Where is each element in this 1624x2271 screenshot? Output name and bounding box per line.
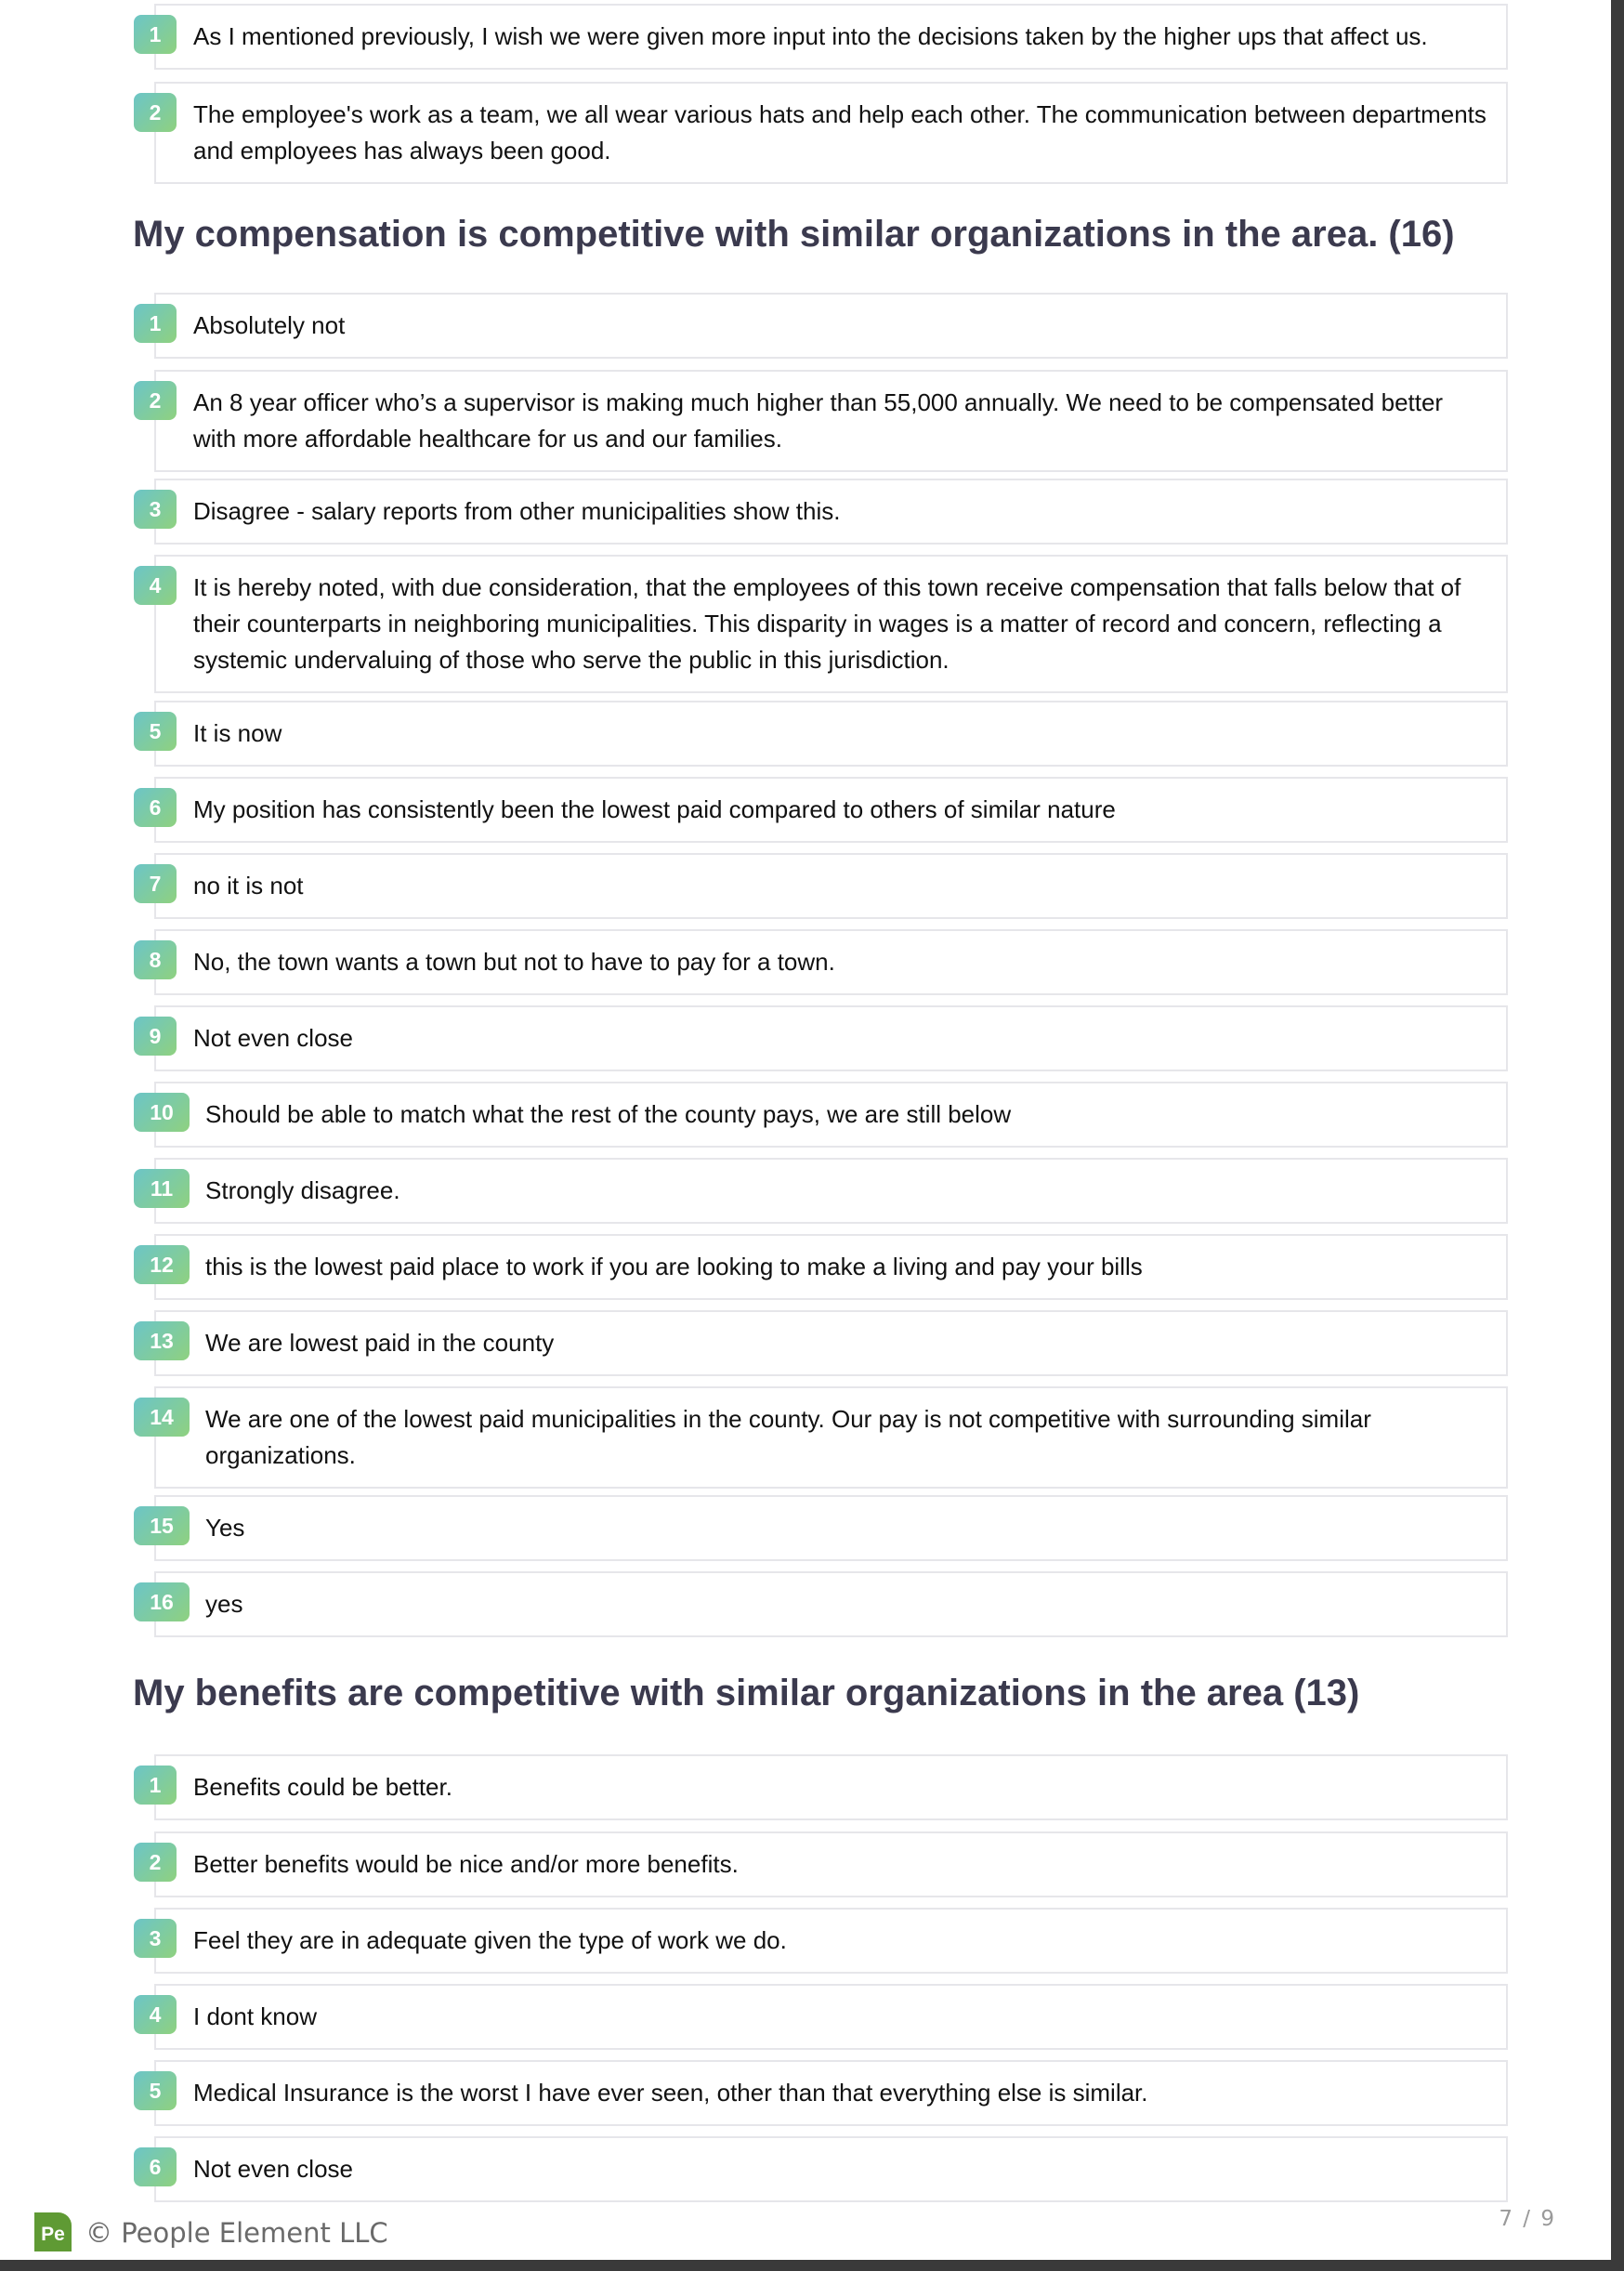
response-item bbox=[149, 2136, 1508, 2202]
response-item bbox=[149, 370, 1508, 472]
response-number-badge: 4 bbox=[134, 1995, 177, 2034]
response-item bbox=[149, 1831, 1508, 1897]
response-text: My position has consistently been the lowest paid compared to others of similar nature bbox=[193, 795, 1116, 823]
response-text: this is the lowest paid place to work if you are looking to make a living and pay your bills bbox=[205, 1253, 1143, 1280]
response-item bbox=[150, 1234, 1508, 1300]
response-text: Better benefits would be nice and/or more benefits. bbox=[193, 1850, 739, 1878]
response-text: An 8 year officer who’s a supervisor is making much higher than 55,000 annually. We need to be compensated better with more affordable healthcare for us and our families. bbox=[193, 388, 1444, 453]
response-text: Benefits could be better. bbox=[193, 1773, 452, 1801]
response-item bbox=[150, 1082, 1508, 1148]
response-number-badge: 6 bbox=[134, 788, 177, 827]
response-item bbox=[149, 1908, 1508, 1974]
response-text: no it is not bbox=[193, 872, 304, 899]
response-item bbox=[149, 555, 1508, 693]
response-number-badge: 7 bbox=[134, 864, 177, 903]
response-number-badge: 5 bbox=[134, 712, 177, 751]
response-text: Strongly disagree. bbox=[205, 1176, 400, 1204]
response-text: Yes bbox=[205, 1514, 245, 1542]
response-text: We are one of the lowest paid municipalities in the county. Our pay is not competitive with surrounding similar organizations. bbox=[205, 1405, 1371, 1469]
response-number-badge: 1 bbox=[134, 304, 177, 343]
response-text: No, the town wants a town but not to have to pay for a town. bbox=[193, 948, 835, 976]
response-number-badge: 1 bbox=[134, 1766, 177, 1805]
response-item bbox=[149, 853, 1508, 919]
response-item bbox=[149, 1754, 1508, 1820]
response-item bbox=[150, 1571, 1508, 1637]
compensation-section-title: My compensation is competitive with similar organizations in the area. (16) bbox=[133, 214, 1455, 255]
response-number-badge: 15 bbox=[134, 1506, 190, 1545]
response-item bbox=[149, 777, 1508, 843]
response-item bbox=[149, 82, 1508, 184]
response-item bbox=[149, 1005, 1508, 1071]
response-number-badge: 13 bbox=[134, 1321, 190, 1360]
response-number-badge: 1 bbox=[134, 15, 177, 54]
response-text: It is hereby noted, with due consideration, that the employees of this town receive compensation that falls below that of their counterparts in neighboring municipalities. This disparity in wages is a matter of record and concern, reflecting a systemic undervaluing of those who serve the public in this jurisdiction. bbox=[193, 573, 1461, 674]
response-number-badge: 9 bbox=[134, 1017, 177, 1056]
response-number-badge: 5 bbox=[134, 2071, 177, 2110]
response-number-badge: 11 bbox=[134, 1169, 190, 1208]
response-text: yes bbox=[205, 1590, 243, 1618]
response-number-badge: 2 bbox=[134, 93, 177, 132]
response-text: The employee's work as a team, we all wear various hats and help each other. The communication between departments and employees has always been good. bbox=[193, 100, 1486, 164]
response-item bbox=[150, 1386, 1508, 1489]
response-item bbox=[149, 4, 1508, 70]
response-item bbox=[149, 293, 1508, 359]
response-number-badge: 6 bbox=[134, 2147, 177, 2186]
response-number-badge: 2 bbox=[134, 381, 177, 420]
response-number-badge: 2 bbox=[134, 1843, 177, 1882]
response-number-badge: 4 bbox=[134, 566, 177, 605]
response-text: Medical Insurance is the worst I have ever seen, other than that everything else is similar. bbox=[193, 2079, 1148, 2107]
response-text: Feel they are in adequate given the type of work we do. bbox=[193, 1926, 787, 1954]
page-indicator: 7 / 9 bbox=[1499, 2207, 1556, 2231]
footer-copyright: © People Element LLC bbox=[85, 2217, 388, 2249]
response-text: Absolutely not bbox=[193, 311, 346, 339]
response-text: Not even close bbox=[193, 2155, 353, 2183]
response-item bbox=[150, 1495, 1508, 1561]
response-number-badge: 8 bbox=[134, 940, 177, 979]
response-number-badge: 3 bbox=[134, 490, 177, 529]
benefits-section-title: My benefits are competitive with similar organizations in the area (13) bbox=[133, 1673, 1360, 1713]
response-text: Disagree - salary reports from other municipalities show this. bbox=[193, 497, 841, 525]
response-text: As I mentioned previously, I wish we were given more input into the decisions taken by the higher ups that affect us. bbox=[193, 22, 1428, 50]
response-item bbox=[149, 701, 1508, 767]
response-number-badge: 16 bbox=[134, 1582, 190, 1621]
response-text: Not even close bbox=[193, 1024, 353, 1052]
response-text: We are lowest paid in the county bbox=[205, 1329, 555, 1357]
response-item bbox=[150, 1158, 1508, 1224]
response-item bbox=[149, 479, 1508, 545]
response-item bbox=[150, 1310, 1508, 1376]
people-element-logo: Pe bbox=[34, 2212, 72, 2251]
response-text: I dont know bbox=[193, 2002, 317, 2030]
response-text: Should be able to match what the rest of the county pays, we are still below bbox=[205, 1100, 1012, 1128]
response-item bbox=[149, 1984, 1508, 2050]
response-text: It is now bbox=[193, 719, 282, 747]
response-number-badge: 3 bbox=[134, 1919, 177, 1958]
response-number-badge: 10 bbox=[134, 1093, 190, 1132]
response-item bbox=[149, 2060, 1508, 2126]
response-number-badge: 14 bbox=[134, 1398, 190, 1437]
response-item bbox=[149, 929, 1508, 995]
response-number-badge: 12 bbox=[134, 1245, 190, 1284]
